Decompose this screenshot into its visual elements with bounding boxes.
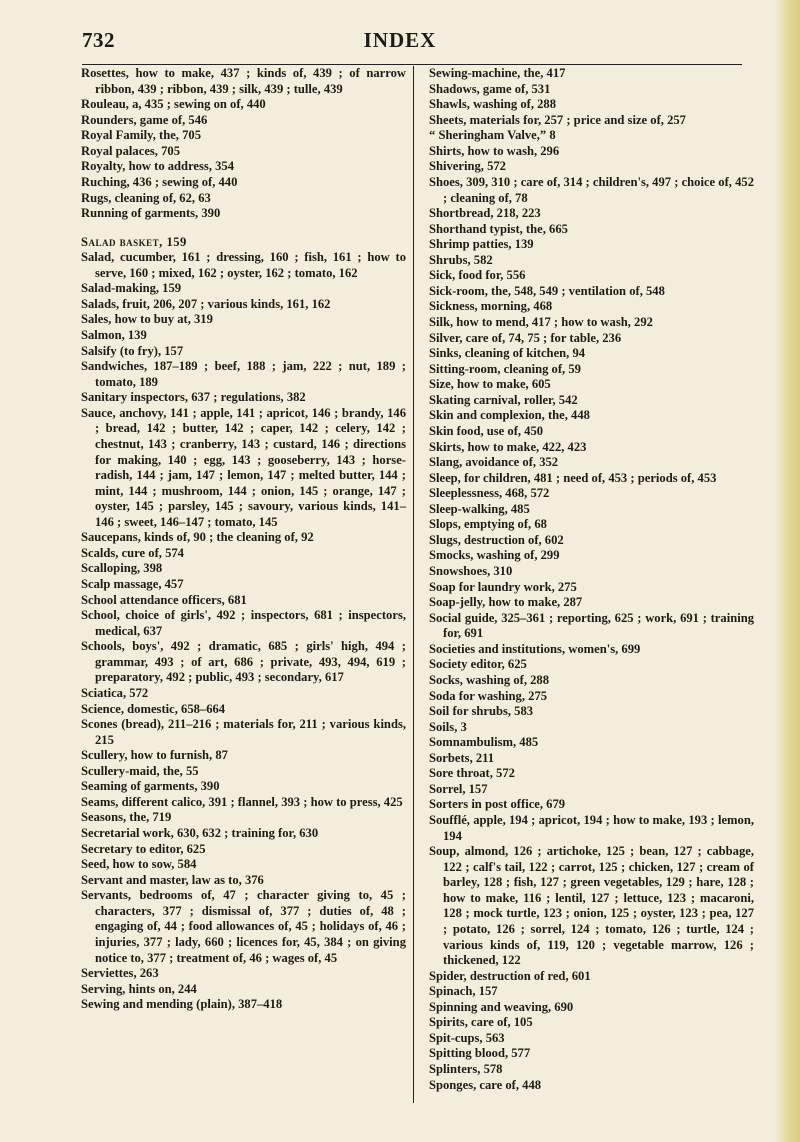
index-entry: Shorthand typist, the, 665 [429,221,568,236]
index-entry: Silk, how to mend, 417 ; how to wash, 292 [429,315,653,329]
index-entry: Seasons, the, 719 [81,810,172,825]
index-entry: Servant and master, law as to, 376 [81,872,264,887]
index-entry: Skating carnival, roller, 542 [429,392,578,407]
index-entry: Shrubs, 582 [429,252,493,267]
index-entry: School attendance officers, 681 [81,592,247,607]
index-entry: Seaming of garments, 390 [81,779,220,794]
index-entry: Splinters, 578 [429,1062,503,1076]
index-entry: Scalds, cure of, 574 [81,545,184,560]
index-entry: Royal palaces, 705 [81,143,180,158]
index-entry: Royal Family, the, 705 [81,128,201,143]
index-entry: Secretarial work, 630, 632 ; training for, 630 [81,826,319,840]
index-entry: Serviettes, 263 [81,966,159,981]
index-entry: Sciatica, 572 [81,685,149,700]
index-entry: Serving, hints on, 244 [81,981,197,996]
index-entry: Soils, 3 [429,719,467,734]
index-entry: Secretary to editor, 625 [81,841,206,856]
index-entry: Spitting blood, 577 [429,1046,531,1061]
index-entry: Salsify (to fry), 157 [81,343,184,358]
running-head: INDEX [363,28,437,52]
index-entry: Somnambulism, 485 [429,735,539,750]
index-entry: Ruching, 436 ; sewing of, 440 [81,174,238,189]
index-entry: Royalty, how to address, 354 [81,159,235,174]
index-entry: Servants, bedrooms of, 47 ; character giving to, 45 ; characters, 377 ; dismissal of, 377 ; duties of, 48 ; engaging of, 44 ; food allowances of, 45 ; holidays of, 46 ; injuries, 377 ; lady, 660 ; licences for, 45, 384 ; on giving notice to, 377 ; treatment of, 46 ; wages of, 45 [81,888,406,965]
index-entry: “ Sheringham Valve,” 8 [429,128,556,143]
index-entry: Slops, emptying of, 68 [429,517,547,532]
index-entry: Sorbets, 211 [429,750,495,765]
index-entry: Sheets, materials for, 257 ; price and size of, 257 [429,112,686,127]
index-entry: Scullery, how to furnish, 87 [81,748,228,763]
column-divider [413,66,414,1103]
page-header [0,18,800,58]
index-entry: Sorters in post office, 679 [429,797,566,812]
index-entry: Sales, how to buy at, 319 [81,312,213,327]
index-entry: Sore throat, 572 [429,766,515,781]
index-entry: Social guide, 325–361 ; reporting, 625 ; work, 691 ; training for, 691 [429,610,754,641]
index-entry: Sleep-walking, 485 [429,501,530,516]
index-entry: Soup, almond, 126 ; artichoke, 125 ; bean, 127 ; cabbage, 122 ; calf's tail, 122 ; carrot, 125 ; chicken, 127 ; cream of barley, 128 ; fish, 127 ; green vegetables, 129 ; hare, 128 ; how to make, 116 ; lentil, 127 ; lettuce, 123 ; macaroni, 128 ; mock turtle, 123 ; onion, 125 ; oyster, 123 ; pea, 127 ; potato, 126 ; sorrel, 124 ; tomato, 126 ; turtle, 124 ; various kinds of, 119, 120 ; vegetable marrow, 126 ; thickened, 122 [429,844,754,968]
index-entry: Sleep, for children, 481 ; need of, 453 ; periods of, 453 [429,470,717,485]
index-entry: Sauce, anchovy, 141 ; apple, 141 ; apricot, 146 ; brandy, 146 ; bread, 142 ; butter, 142 ; caper, 142 ; celery, 142 ; chestnut, 143 ; cranberry, 143 ; custard, 146 ; directions for making, 140 ; egg, 143 ; gooseberry, 143 ; horse-radish, 144 ; jam, 147 ; lemon, 147 ; melted butter, 144 ; mint, 144 ; mushroom, 144 ; onion, 145 ; orange, 147 ; oyster, 145 ; parsley, 145 ; savoury, various kinds, 141–146 ; sweet, 146–147 ; tomato, 145 [81,405,406,529]
index-entry: Sewing and mending (plain), 387–418 [81,997,283,1012]
index-entry: Spinning and weaving, 690 [429,999,574,1014]
left-index-column [81,66,406,1013]
index-entry: Soil for shrubs, 583 [429,704,534,719]
index-entry: Shortbread, 218, 223 [429,206,541,221]
index-entry: Shivering, 572 [429,159,506,174]
index-entry: Silver, care of, 74, 75 ; for table, 236 [429,330,622,345]
letter-gap [81,222,406,235]
index-entry: Sanitary inspectors, 637 ; regulations, 382 [81,390,306,405]
index-entry: Scullery-maid, the, 55 [81,763,199,778]
index-entry: Salad-making, 159 [81,281,182,296]
index-entry: School, choice of girls', 492 ; inspectors, 681 ; inspectors, medical, 637 [81,608,406,638]
index-entry: Sick, food for, 556 [429,268,526,283]
index-entry: Shadows, game of, 531 [429,81,551,96]
index-entry: Spinach, 157 [429,984,498,999]
index-entry: Salmon, 139 [81,328,147,342]
index-entry: Shirts, how to wash, 296 [429,143,560,158]
index-entry: Spirits, care of, 105 [429,1015,533,1030]
index-entry: Shoes, 309, 310 ; care of, 314 ; children's, 497 ; choice of, 452 ; cleaning of, 78 [429,174,754,205]
index-entry: Seams, different calico, 391 ; flannel, 393 ; how to press, 425 [81,794,403,809]
index-entry: Scones (bread), 211–216 ; materials for, 211 ; various kinds, 215 [81,717,406,747]
index-entry: Skin food, use of, 450 [429,423,544,438]
index-entry: Science, domestic, 658–664 [81,701,226,716]
index-entry: Sandwiches, 187–189 ; beef, 188 ; jam, 222 ; nut, 189 ; tomato, 189 [81,359,406,389]
header-rule [82,64,742,65]
index-entry: Sitting-room, cleaning of, 59 [429,361,581,376]
index-entry: Soap for laundry work, 275 [429,579,577,594]
index-entry-section-start: Salad basket, 159 [81,234,187,249]
index-entry: Salad, cucumber, 161 ; dressing, 160 ; fish, 161 ; how to serve, 160 ; mixed, 162 ; oyster, 162 ; tomato, 162 [81,250,406,280]
index-entry: Scalp massage, 457 [81,577,184,591]
index-entry: Societies and institutions, women's, 699 [429,641,641,656]
index-entry: Saucepans, kinds of, 90 ; the cleaning of, 92 [81,530,314,545]
index-entry: Sinks, cleaning of kitchen, 94 [429,346,586,361]
index-entry: Spider, destruction of red, 601 [429,968,591,983]
index-entry: Rouleau, a, 435 ; sewing on of, 440 [81,97,266,112]
index-entry: Salads, fruit, 206, 207 ; various kinds, 161, 162 [81,296,331,311]
index-entry: Seed, how to sow, 584 [81,857,197,872]
page-edge-shading [774,0,800,1142]
index-entry: Sorrel, 157 [429,781,488,796]
index-entry: Sick-room, the, 548, 549 ; ventilation of, 548 [429,283,665,298]
index-entry: Rugs, cleaning of, 62, 63 [81,190,211,205]
index-entry: Smocks, washing of, 299 [429,548,560,563]
index-entry: Skin and complexion, the, 448 [429,408,590,423]
page-number: 732 [82,28,115,52]
index-entry: Society editor, 625 [429,657,527,672]
index-entry: Soap-jelly, how to make, 287 [429,595,583,610]
index-entry: Scalloping, 398 [81,561,163,576]
index-entry: Sickness, morning, 468 [429,299,553,314]
index-entry: Schools, boys', 492 ; dramatic, 685 ; girls' high, 494 ; grammar, 493 ; of art, 686 ; private, 493, 494, 619 ; preparatory, 492 ; public, 493 ; secondary, 617 [81,639,406,685]
right-index-column [429,66,754,1093]
index-entry: Size, how to make, 605 [429,377,551,392]
index-entry: Rosettes, how to make, 437 ; kinds of, 439 ; of narrow ribbon, 439 ; ribbon, 439 ; silk, 439 ; tulle, 439 [81,66,406,96]
index-entry: Sewing-machine, the, 417 [429,66,566,80]
index-entry: Shrimp patties, 139 [429,237,534,252]
index-entry: Snowshoes, 310 [429,564,513,578]
index-entry: Soda for washing, 275 [429,688,548,703]
index-entry: Slang, avoidance of, 352 [429,455,559,470]
index-entry: Running of garments, 390 [81,206,221,221]
index-entry: Spit-cups, 563 [429,1030,505,1045]
index-entry: Sleeplessness, 468, 572 [429,486,550,501]
index-entry: Socks, washing of, 288 [429,672,550,687]
index-entry: Rounders, game of, 546 [81,112,208,127]
index-entry: Skirts, how to make, 422, 423 [429,439,587,454]
index-entry: Shawls, washing of, 288 [429,97,557,112]
index-entry: Soufflé, apple, 194 ; apricot, 194 ; how to make, 193 ; lemon, 194 [429,813,754,843]
index-entry: Slugs, destruction of, 602 [429,532,564,547]
index-entry: Sponges, care of, 448 [429,1077,542,1092]
